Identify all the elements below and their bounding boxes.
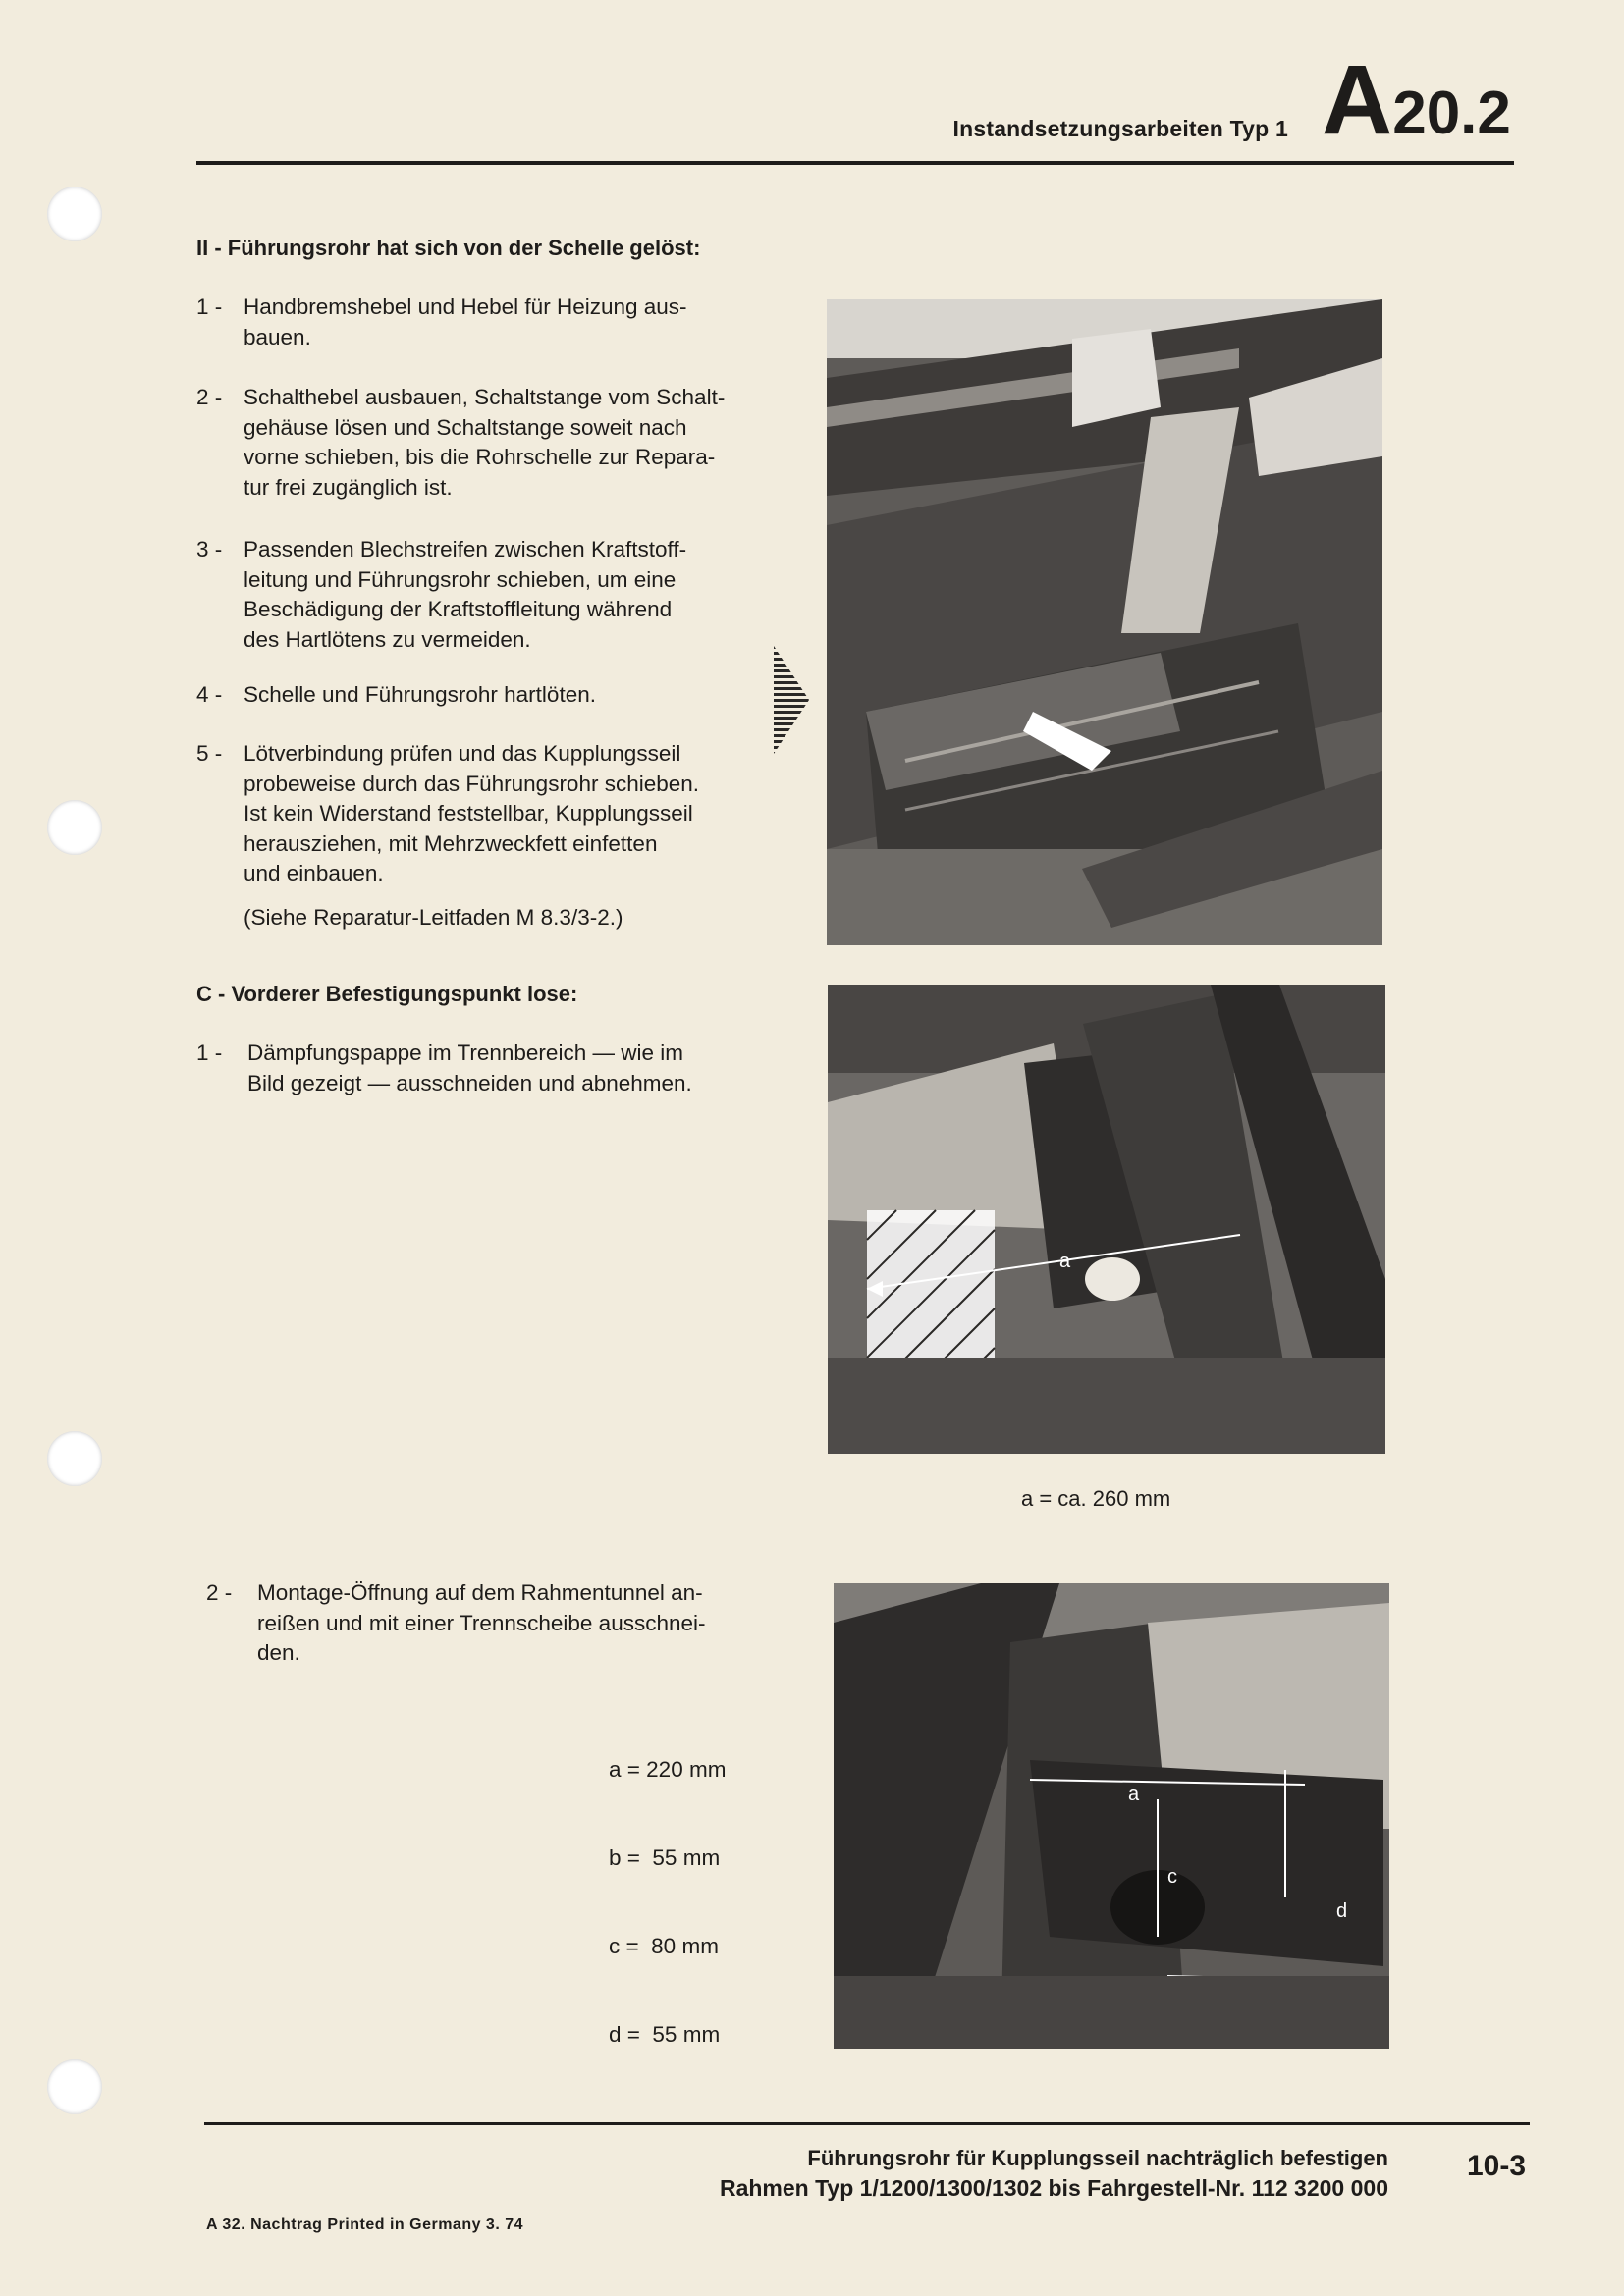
step-text-line: Bild gezeigt — ausschneiden und abnehmen. xyxy=(247,1070,692,1095)
photo-mounting-opening xyxy=(834,1583,1389,2049)
header-rule xyxy=(196,161,1514,165)
photo3-label-c: c xyxy=(1167,1866,1177,1888)
measurement-c xyxy=(609,1932,726,1961)
step-text-line: des Hartlötens zu vermeiden. xyxy=(244,626,531,652)
measurement-label: d = xyxy=(609,2022,640,2047)
step-text-line: Ist kein Widerstand feststellbar, Kupplungsseil xyxy=(244,801,693,826)
step-reference: (Siehe Reparatur-Leitfaden M 8.3/3-2.) xyxy=(244,904,623,930)
step-text-line: Schelle und Führungsrohr hartlöten. xyxy=(244,682,596,707)
measurement-d xyxy=(609,2020,726,2050)
section-code xyxy=(1322,45,1511,155)
step-text-line: Handbremshebel und Hebel für Heizung aus- xyxy=(244,294,687,319)
step-text-line: Schalthebel ausbauen, Schaltstange vom Schalt- xyxy=(244,385,726,409)
step-text-line: und einbauen. xyxy=(244,861,384,885)
step-text-line: Beschädigung der Kraftstoffleitung während xyxy=(244,597,673,621)
step-number: 2 - xyxy=(206,1580,233,1605)
step-text-line: herausziehen, mit Mehrzweckfett einfetten xyxy=(244,830,658,856)
measurement-label: a = xyxy=(609,1757,640,1782)
binder-hole-3 xyxy=(47,1431,102,1486)
measurement-value: 55 mm xyxy=(646,2022,721,2047)
step-text-line: reißen und mit einer Trennscheibe ausschnei- xyxy=(257,1610,706,1635)
step-text-line: bauen. xyxy=(244,324,311,349)
photo2-caption: a = ca. 260 mm xyxy=(1021,1486,1171,1511)
step-number: 2 - xyxy=(196,385,223,409)
step-text-line: Passenden Blechstreifen zwischen Kraftstoff- xyxy=(244,537,687,561)
measurement-list xyxy=(609,1696,726,2109)
photo3-label-d: d xyxy=(1336,1900,1348,1922)
step-text-line: vorne schieben, bis die Rohrschelle zur Repara- xyxy=(244,445,716,469)
measurement-label: b = xyxy=(609,1845,640,1870)
step-number: 1 - xyxy=(196,294,223,319)
photo-damping-board xyxy=(828,985,1385,1454)
photo-clamp-soldering xyxy=(827,299,1382,945)
measurement-value: 220 mm xyxy=(646,1757,727,1782)
footer-title-line-1: Führungsrohr für Kupplungsseil nachträglich befestigen xyxy=(807,2146,1388,2170)
step-text-line: tur frei zugänglich ist. xyxy=(244,474,453,500)
step-text-line: Dämpfungspappe im Trennbereich — wie im xyxy=(247,1041,683,1065)
binder-hole-4 xyxy=(47,2059,102,2114)
step-number: 1 - xyxy=(196,1041,223,1065)
measurement-a xyxy=(609,1755,726,1785)
measurement-value: 80 mm xyxy=(644,1934,719,1958)
step-text-line: probeweise durch das Führungsrohr schieben. xyxy=(244,771,700,796)
pointer-arrow-icon xyxy=(772,646,811,754)
step-text-line: den. xyxy=(257,1640,300,1665)
step-text-line: Lötverbindung prüfen und das Kupplungsseil xyxy=(244,741,681,766)
section-c-title: C - Vorderer Befestigungspunkt lose: xyxy=(196,982,578,1006)
imprint: A 32. Nachtrag Printed in Germany 3. 74 xyxy=(206,2216,524,2233)
step-text-line: leitung und Führungsrohr schieben, um eine xyxy=(244,566,677,592)
photo2-label-a: a xyxy=(1059,1251,1071,1272)
step-number: 4 - xyxy=(196,682,223,707)
measurement-b xyxy=(609,1843,726,1873)
footer-rule xyxy=(204,2122,1530,2125)
section-code-number: 20.2 xyxy=(1392,80,1511,147)
footer-title-line-2: Rahmen Typ 1/1200/1300/1302 bis Fahrgestell-Nr. 112 3200 000 xyxy=(719,2175,1388,2201)
page-number: 10-3 xyxy=(1467,2150,1527,2182)
header-title: Instandsetzungsarbeiten Typ 1 xyxy=(952,116,1288,141)
section-code-letter: A xyxy=(1322,45,1393,155)
binder-hole-2 xyxy=(47,800,102,855)
step-text-line: gehäuse lösen und Schaltstange soweit nach xyxy=(244,414,687,440)
step-number: 3 - xyxy=(196,537,223,561)
binder-hole-1 xyxy=(47,187,102,241)
section-ii-title: II - Führungsrohr hat sich von der Schelle gelöst: xyxy=(196,236,701,260)
measurement-value: 55 mm xyxy=(646,1845,721,1870)
photo3-label-a: a xyxy=(1128,1784,1140,1805)
measurement-label: c = xyxy=(609,1934,639,1958)
step-number: 5 - xyxy=(196,741,223,766)
step-text-line: Montage-Öffnung auf dem Rahmentunnel an- xyxy=(257,1580,703,1605)
